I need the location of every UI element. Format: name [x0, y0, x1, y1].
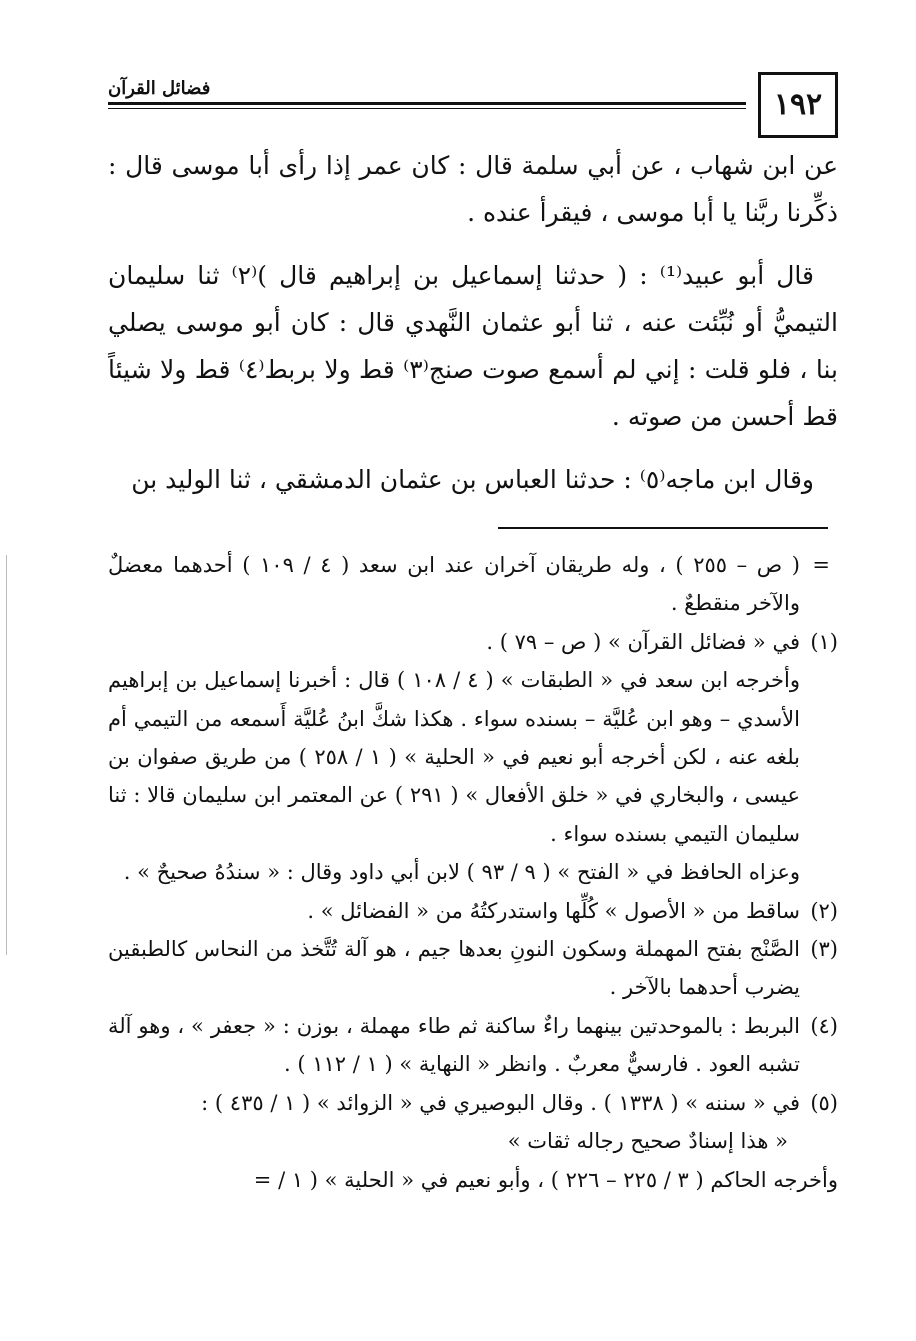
footnote-line: وأخرجه ابن سعد في « الطبقات » ( ٤ / ١٠٨ ) قال : أخبرنا إسماعيل بن إبراهيم الأسدي – وهو ابن عُليَّة – بسنده سواء . هكذا شكَّ ابنُ عُليَّة أَسمعه من التيمي أم بلغه عنه ، لكن أخرجه أبو نعيم في « الحلية » ( ١ / ٢٥٨ ) من طريق صفوان بن عيسى ، والبخاري في « خلق الأفعال » ( ٢٩١ ) عن المعتمر ابن سليمان قالا : ثنا سليمان التيمي بسنده سواء .	[108, 668, 800, 846]
footnote-line: الصَّنْج بفتح المهملة وسكون النونِ بعدها جيم ، هو آلة تُتَّخذ من النحاس كالطبقين يضرب أحدهما بالآخر .	[108, 937, 800, 1000]
page-header	[108, 72, 838, 142]
footnote-line: ساقط من « الأصول » كُلِّها واستدركتُهُ من « الفضائل » .	[307, 898, 800, 923]
header-rule-thin	[108, 108, 746, 109]
footnote-marker: (٤)	[810, 1013, 838, 1038]
paragraph-2: قال أبو عبيد⁽¹⁾ : ( حدثنا إسماعيل بن إبراهيم قال )⁽٢⁾ ثنا سليمان التيميُّ أو نُبِّئت عنه ، ثنا أبو عثمان النَّهدي قال : كان أبو موسى يصلي بنا ، فلو قلت : إني لم أسمع صوت صنج⁽٣⁾ قط ولا بربط⁽٤⁾ قط ولا شيئاً قط أحسن من صوته .	[108, 261, 838, 431]
footnotes	[108, 546, 838, 1199]
footnote-line: وأخرجه الحاكم ( ٣ / ٢٢٥ – ٢٢٦ ) ، وأبو نعيم في « الحلية » ( ١ / =	[253, 1167, 838, 1192]
footnote-5	[108, 1084, 838, 1199]
footnote-marker: (١)	[810, 629, 838, 654]
page-number-box: ١٩٢	[758, 72, 838, 138]
main-text	[108, 142, 838, 519]
running-title: فضائل القرآن	[108, 78, 211, 99]
footnote-marker: (٢)	[810, 898, 838, 923]
footnote-separator	[498, 527, 828, 529]
footnote-continuation-text: ( ص – ٢٥٥ ) ، وله طريقان آخران عند ابن سعد ( ٤ / ١٠٩ ) أحدهما معضلٌ والآخر منقطعٌ .	[108, 553, 800, 616]
paragraph-3: وقال ابن ماجه⁽٥⁾ : حدثنا العباس بن عثمان الدمشقي ، ثنا الوليد بن	[131, 465, 814, 494]
scan-edge-line	[6, 555, 7, 955]
footnote-marker: (٣)	[810, 937, 838, 962]
footnote-1	[108, 623, 838, 892]
footnote-4	[108, 1007, 838, 1084]
footnote-continuation	[108, 546, 838, 623]
header-rule-thick	[108, 102, 746, 105]
footnote-2	[108, 892, 838, 930]
footnote-line: البربط : بالموحدتين بينهما راءٌ ساكنة ثم طاء مهملة ، بوزن : « جعفر » ، وهو آلة تشبه العود . فارسيٌّ معربٌ . وانظر « النهاية » ( ١ / ١١٢ ) .	[108, 1013, 800, 1077]
footnote-3	[108, 930, 838, 1007]
continuation-marker: =	[812, 553, 830, 577]
footnote-line: وعزاه الحافظ في « الفتح » ( ٩ / ٩٣ ) لابن أبي داود وقال : « سندُهُ صحيحٌ » .	[123, 860, 800, 885]
footnote-line: في « سننه » ( ١٣٣٨ ) . وقال البوصيري في « الزوائد » ( ١ / ٤٣٥ ) :	[201, 1090, 800, 1115]
footnote-marker: (٥)	[810, 1090, 838, 1115]
footnote-line: « هذا إسنادٌ صحيح رجاله ثقات »	[507, 1129, 788, 1154]
footnote-line: في « فضائل القرآن » ( ص – ٧٩ ) .	[486, 629, 800, 654]
paragraph-1: عن ابن شهاب ، عن أبي سلمة قال : كان عمر إذا رأى أبا موسى قال : ذكِّرنا ربَّنا يا أبا موسى ، فيقرأ عنده .	[108, 151, 838, 227]
